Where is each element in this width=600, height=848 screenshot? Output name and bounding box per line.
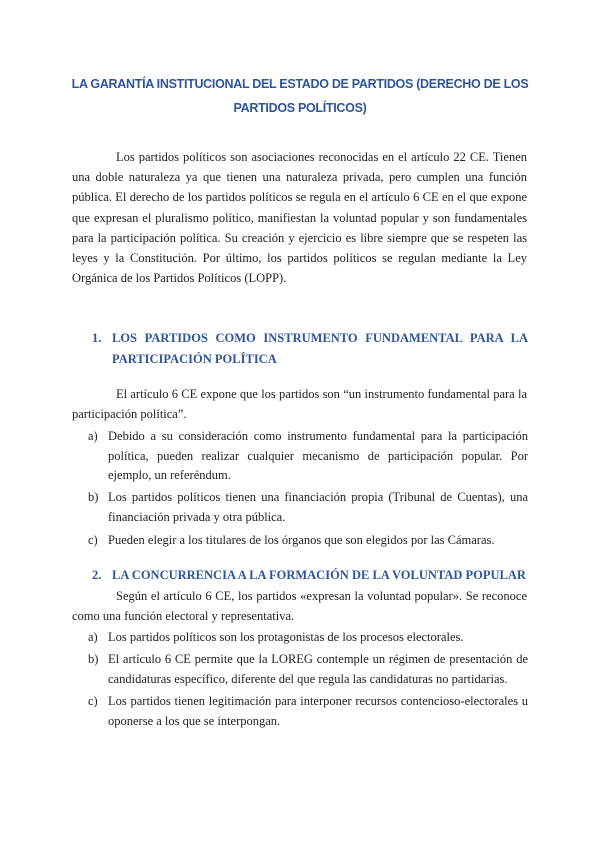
- section-1-title: LOS PARTIDOS COMO INSTRUMENTO FUNDAMENTAL PARA LA PARTICIPACIÓN POLÍTICA: [112, 331, 528, 366]
- section-2-number: 2.: [92, 568, 102, 582]
- section-1-paragraph: El artículo 6 CE expone que los partidos son “un instrumento fundamental para la participación política”.: [72, 387, 527, 422]
- list-marker: c): [88, 694, 98, 708]
- list-item-text: El artículo 6 CE permite que la LOREG contemple un régimen de presentación de candidaturas específico, diferente del que regula las candidaturas no partidarias.: [108, 652, 528, 686]
- section-2-paragraph: Según el artículo 6 CE, los partidos «expresan la voluntad popular». Se reconoce como una función electoral y representativa.: [72, 589, 527, 624]
- list-item-text: Los partidos tienen legitimación para interponer recursos contencioso-electorales u oponerse a los que se interpongan.: [108, 694, 528, 728]
- list-marker: b): [88, 490, 99, 504]
- list-item-text: Pueden elegir a los titulares de los órganos que son elegidos por las Cámaras.: [108, 533, 495, 547]
- list-item-text: Debido a su consideración como instrumento fundamental para la participación política, pueden realizar cualquier mecanismo de participación popular. Por ejemplo, un referéndum.: [108, 429, 528, 482]
- list-item-text: Los partidos políticos tienen una financiación propia (Tribunal de Cuentas), una financiación privada y otra pública.: [108, 490, 528, 524]
- section-1-number: 1.: [92, 331, 102, 345]
- list-marker: c): [88, 533, 98, 547]
- list-marker: a): [88, 429, 98, 443]
- section-2-title: LA CONCURRENCIA A LA FORMACIÓN DE LA VOLUNTAD POPULAR: [112, 568, 526, 582]
- list-item-text: Los partidos políticos son los protagonistas de los procesos electorales.: [108, 630, 464, 644]
- intro-paragraph: Los partidos políticos son asociaciones reconocidas en el artículo 22 CE. Tienen una doble naturaleza ya que tienen una naturaleza privada, pero cumplen una función pública. El derecho de los partidos políticos se regula en el artículo 6 CE en el que expone que expresan el pluralismo político, manifiestan la voluntad popular y son fundamentales para la participación política. Su creación y ejercicio es libre siempre que se respeten las leyes y la Constitución. Por último, los partidos políticos se regulan mediante la Ley Orgánica de los Partidos Políticos (LOPP).: [72, 150, 527, 286]
- list-marker: a): [88, 630, 98, 644]
- document-title: LA GARANTÍA INSTITUCIONAL DEL ESTADO DE PARTIDOS (DERECHO DE LOS PARTIDOS POLÍTICOS): [71, 77, 529, 115]
- list-marker: b): [88, 652, 99, 666]
